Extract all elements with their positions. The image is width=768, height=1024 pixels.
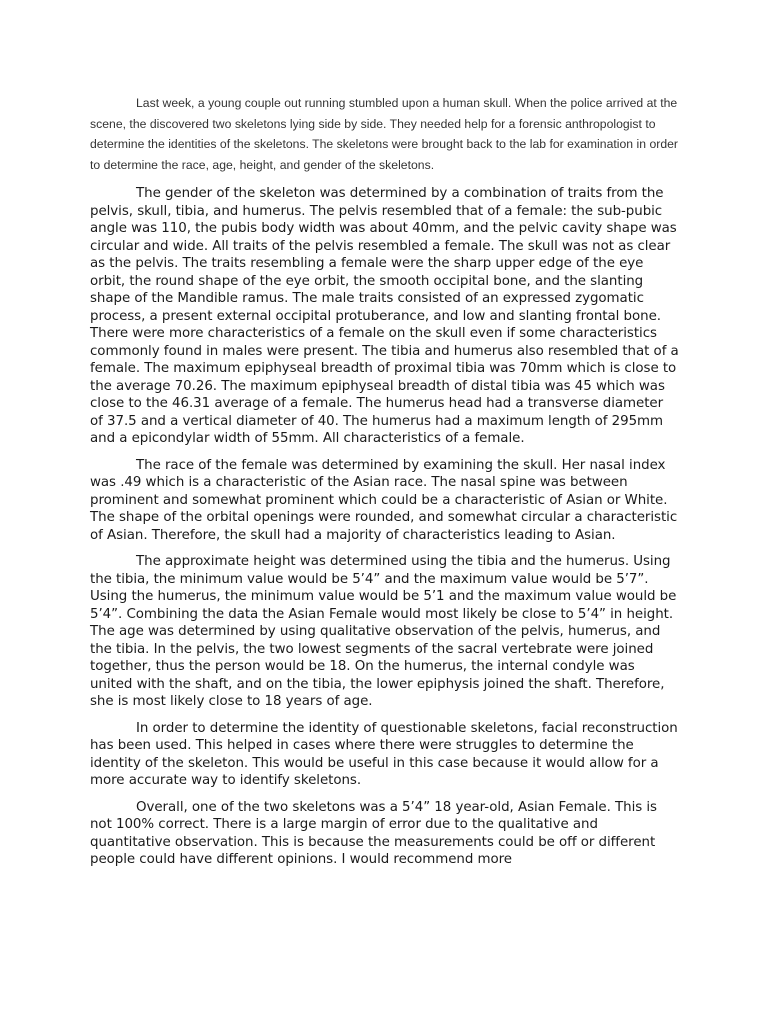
intro-paragraph: Last week, a young couple out running stumbled upon a human skull. When the police arrived at the scene, the discovered two skeletons lying side by side. They needed help for a forensic anthropologist to determine the identities of the skeletons. The skeletons were brought back to the lab for examination in order to determine the race, age, height, and gender of the skeletons. <box>90 96 678 172</box>
race-paragraph: The race of the female was determined by examining the skull. Her nasal index was .49 which is a characteristic of the Asian race. The nasal spine was between prominent and somewhat prominent which could be a characteristic of Asian or White. The shape of the orbital openings were rounded, and somewhat circular a characteristic of Asian. Therefore, the skull had a majority of characteristics leading to Asian. <box>90 457 678 543</box>
gender-paragraph: The gender of the skeleton was determined by a combination of traits from the pelvis, skull, tibia, and humerus. The pelvis resembled that of a female: the sub-pubic angle was 110, the pubis body width was about 40mm, and the pelvic cavity shape was circular and wide. All traits of the pelvis resembled a female. The skull was not as clear as the pelvis. The traits resembling a female were the sharp upper edge of the eye orbit, the round shape of the eye orbit, the smooth occipital bone, and the slanting shape of the Mandible ramus. The male traits consisted of an expressed zygomatic process, a present external occipital protuberance, and low and slanting frontal bone. There were more characteristics of a female on the skull even if some characteristics commonly found in males were present. The tibia and humerus also resembled that of a female. The maximum epiphyseal breadth of proximal tibia was 70mm which is close to the average 70.26. The maximum epiphyseal breadth of distal tibia was 45 which was close to the 46.31 average of a female. The humerus head had a transverse diameter of 37.5 and a vertical diameter of 40. The humerus had a maximum length of 295mm and a epicondylar width of 55mm. All characteristics of a female. <box>90 186 679 447</box>
conclusion-paragraph: Overall, one of the two skeletons was a 5’4” 18 year-old, Asian Female. This is not 100% correct. There is a large margin of error due to the qualitative and quantitative observation. This is because the measurements could be off or different people could have different opinions. I would recommend more <box>90 799 657 868</box>
height-age-paragraph: The approximate height was determined using the tibia and the humerus. Using the tibia, the minimum value would be 5’4” and the maximum value would be 5’7”. Using the humerus, the minimum value would be 5’1 and the maximum value would be 5’4”. Combining the data the Asian Female would most likely be close to 5’4” in height. The age was determined by using qualitative observation of the pelvis, humerus, and the tibia. In the pelvis, the two lowest segments of the sacral vertebrate were joined together, thus the person would be 18. On the humerus, the internal condyle was united with the shaft, and on the tibia, the lower epiphysis joined the shaft. Therefore, she is most likely close to 18 years of age. <box>90 554 677 710</box>
facial-reconstruction-paragraph: In order to determine the identity of questionable skeletons, facial reconstruction has been used. This helped in cases where there were struggles to determine the identity of the skeleton. This would be useful in this case because it would allow for a more accurate way to identify skeletons. <box>90 720 678 789</box>
document-page <box>90 93 680 878</box>
